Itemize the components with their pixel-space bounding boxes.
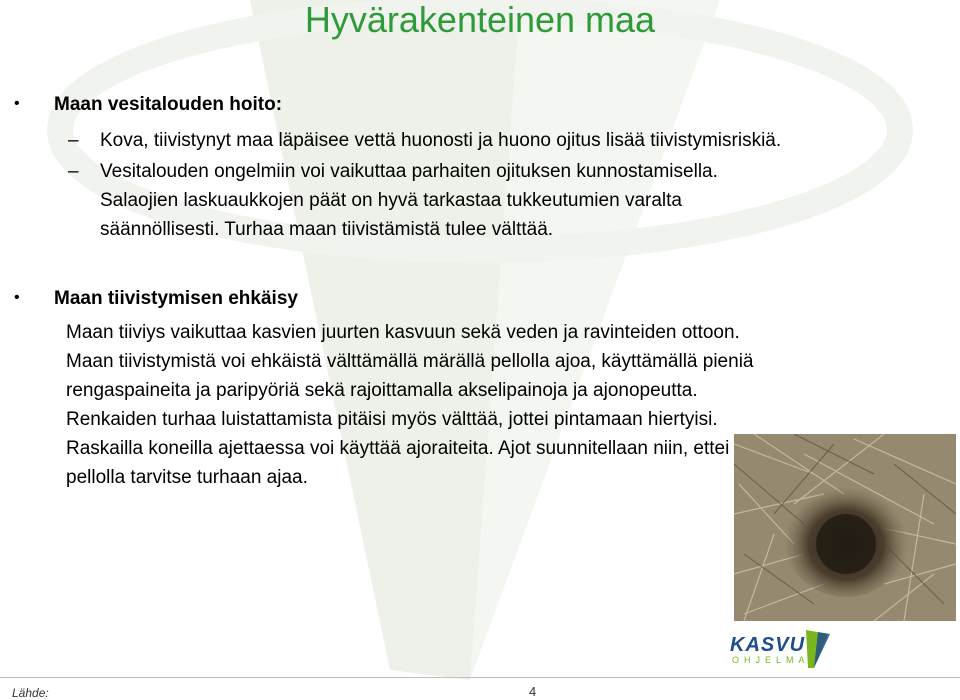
slide-title: Hyvärakenteinen maa — [304, 0, 656, 40]
section2-line-5: Raskailla koneilla ajettaessa voi käyttää ajoraiteita. Ajot suunnitellaan niin, ettei — [66, 438, 730, 459]
footer-source: Lähde: — [12, 686, 49, 700]
section1-item-2-line-1: Vesitalouden ongelmiin voi vaikuttaa parhaiten ojituksen kunnostamisella. — [100, 161, 718, 182]
logo-text: KASVU — [730, 634, 806, 656]
section2-line-6: pellolla tarvitse turhaan ajaa. — [66, 467, 308, 488]
section2-line-2: Maan tiivistymistä voi ehkäistä välttämällä märällä pellolla ajoa, käyttämällä pieniä — [66, 351, 754, 372]
page-number: 4 — [529, 684, 537, 699]
section1-item-2-line-2: Salaojien laskuaukkojen päät on hyvä tarkastaa tukkeutumien varalta — [100, 190, 682, 211]
kasvu-ohjelma-logo — [728, 628, 832, 672]
dash-marker: – — [68, 161, 79, 182]
footer-divider — [0, 677, 960, 678]
section2-line-1: Maan tiiviys vaikuttaa kasvien juurten kasvuun sekä veden ja ravinteiden ottoon. — [66, 322, 740, 343]
soil-compaction-photo — [734, 434, 956, 621]
logo-subtext: OHJELMA — [732, 655, 810, 665]
section2-line-3: rengaspaineita ja paripyöriä sekä rajoittamalla akselipainoja ja ajonopeutta. — [66, 380, 698, 401]
section1-item-1-line-1: Kova, tiivistynyt maa läpäisee vettä huonosti ja huono ojitus lisää tiivistymisriskiä. — [100, 130, 782, 151]
bullet-marker: • — [14, 289, 20, 306]
section1-item-2-line-3: säännöllisesti. Turhaa maan tiivistämistä tulee välttää. — [100, 219, 554, 240]
section2-heading: Maan tiivistymisen ehkäisy — [54, 288, 298, 309]
section2-line-4: Renkaiden turhaa luistattamista pitäisi myös välttää, jottei pintamaan hiertyisi. — [66, 409, 718, 430]
dash-marker: – — [68, 130, 79, 151]
bullet-marker: • — [14, 95, 20, 112]
section1-heading: Maan vesitalouden hoito: — [54, 94, 283, 115]
